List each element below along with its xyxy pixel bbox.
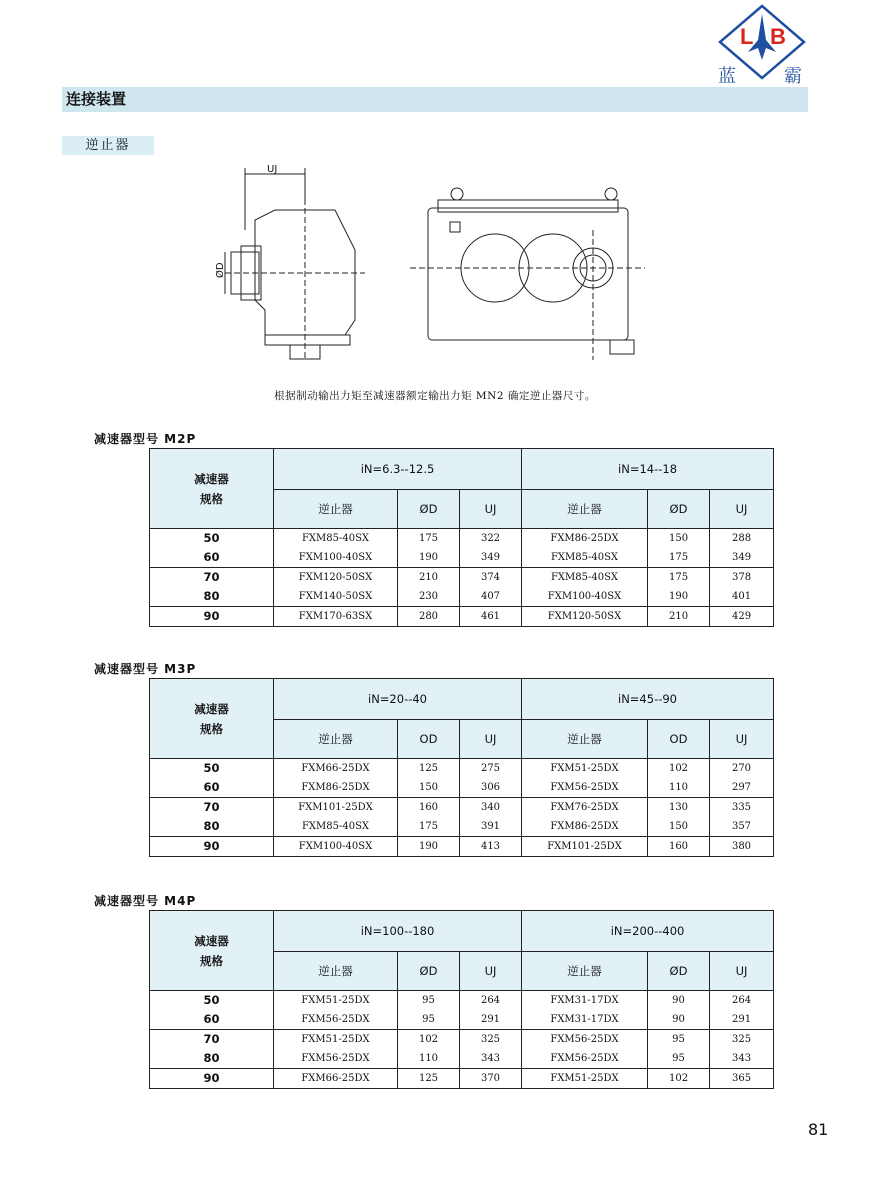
subsection-title: 逆止器 (85, 138, 131, 153)
col-backstop: 逆止器 (522, 720, 648, 759)
backstop-cell: FXM56-25DX (522, 1030, 648, 1050)
uj-cell: 380 (710, 837, 774, 857)
uj-cell: 343 (460, 1049, 522, 1069)
uj-cell: 357 (710, 817, 774, 837)
table-row (150, 568, 774, 588)
col-backstop: 逆止器 (522, 952, 648, 991)
uj-cell: 429 (710, 607, 774, 627)
d-cell: 102 (398, 1030, 460, 1050)
uj-cell: 264 (710, 991, 774, 1011)
size-cell: 90 (150, 1069, 274, 1089)
col-d: OD (648, 720, 710, 759)
d-cell: 150 (398, 778, 460, 798)
ratio-header-2: iN=200--400 (522, 911, 774, 952)
backstop-cell: FXM86-25DX (274, 778, 398, 798)
size-header: 减速器 规格 (150, 911, 274, 991)
table-row (150, 548, 774, 568)
spec-table-m4p (149, 910, 774, 1089)
size-cell: 60 (150, 1010, 274, 1030)
page-number: 81 (808, 1120, 829, 1139)
uj-cell: 407 (460, 587, 522, 607)
backstop-cell: FXM120-50SX (522, 607, 648, 627)
uj-cell: 335 (710, 798, 774, 818)
backstop-cell: FXM101-25DX (522, 837, 648, 857)
d-cell: 102 (648, 1069, 710, 1089)
uj-cell: 306 (460, 778, 522, 798)
d-cell: 90 (648, 1010, 710, 1030)
ratio-header-2: iN=14--18 (522, 449, 774, 490)
size-cell: 90 (150, 607, 274, 627)
table-row (150, 798, 774, 818)
size-cell: 70 (150, 568, 274, 588)
svg-text:B: B (770, 24, 786, 49)
table-row (150, 837, 774, 857)
col-uj: UJ (710, 720, 774, 759)
uj-cell: 325 (710, 1030, 774, 1050)
backstop-cell: FXM170-63SX (274, 607, 398, 627)
col-uj: UJ (710, 952, 774, 991)
d-cell: 125 (398, 1069, 460, 1089)
d-cell: 210 (398, 568, 460, 588)
backstop-cell: FXM56-25DX (522, 778, 648, 798)
size-cell: 50 (150, 759, 274, 779)
col-backstop: 逆止器 (274, 490, 398, 529)
ratio-header-1: iN=20--40 (274, 679, 522, 720)
drawing-od-label: ØD (215, 262, 226, 278)
d-cell: 210 (648, 607, 710, 627)
backstop-cell: FXM51-25DX (274, 1030, 398, 1050)
d-cell: 230 (398, 587, 460, 607)
col-d: ØD (398, 490, 460, 529)
uj-cell: 365 (710, 1069, 774, 1089)
table-row (150, 1069, 774, 1089)
col-backstop: 逆止器 (274, 720, 398, 759)
uj-cell: 391 (460, 817, 522, 837)
backstop-cell: FXM86-25DX (522, 529, 648, 549)
d-cell: 175 (398, 817, 460, 837)
table-row (150, 759, 774, 779)
table-row (150, 1030, 774, 1050)
d-cell: 95 (648, 1030, 710, 1050)
drawing-uj-label: UJ (267, 164, 278, 175)
backstop-cell: FXM31-17DX (522, 991, 648, 1011)
d-cell: 190 (398, 837, 460, 857)
backstop-cell: FXM140-50SX (274, 587, 398, 607)
table-row (150, 1049, 774, 1069)
backstop-cell: FXM100-40SX (274, 837, 398, 857)
header-title: 连接装置 (66, 90, 127, 108)
uj-cell: 340 (460, 798, 522, 818)
ratio-header-1: iN=100--180 (274, 911, 522, 952)
uj-cell: 322 (460, 529, 522, 549)
uj-cell: 288 (710, 529, 774, 549)
size-cell: 60 (150, 778, 274, 798)
uj-cell: 297 (710, 778, 774, 798)
backstop-cell: FXM120-50SX (274, 568, 398, 588)
d-cell: 175 (648, 568, 710, 588)
size-cell: 60 (150, 548, 274, 568)
d-cell: 175 (398, 529, 460, 549)
size-header: 减速器 规格 (150, 679, 274, 759)
table-row (150, 529, 774, 549)
col-uj: UJ (460, 490, 522, 529)
d-cell: 160 (398, 798, 460, 818)
uj-cell: 343 (710, 1049, 774, 1069)
col-uj: UJ (460, 952, 522, 991)
uj-cell: 401 (710, 587, 774, 607)
svg-text:L: L (740, 24, 754, 49)
backstop-cell: FXM85-40SX (274, 529, 398, 549)
d-cell: 280 (398, 607, 460, 627)
backstop-cell: FXM56-25DX (522, 1049, 648, 1069)
backstop-cell: FXM85-40SX (522, 548, 648, 568)
model-label-m3p: 减速器型号 M3P (94, 662, 197, 676)
uj-cell: 370 (460, 1069, 522, 1089)
uj-cell: 413 (460, 837, 522, 857)
uj-cell: 378 (710, 568, 774, 588)
backstop-cell: FXM100-40SX (522, 587, 648, 607)
d-cell: 125 (398, 759, 460, 779)
backstop-cell: FXM66-25DX (274, 759, 398, 779)
d-cell: 175 (648, 548, 710, 568)
backstop-cell: FXM56-25DX (274, 1010, 398, 1030)
col-d: ØD (398, 952, 460, 991)
size-cell: 80 (150, 817, 274, 837)
backstop-cell: FXM101-25DX (274, 798, 398, 818)
size-cell: 90 (150, 837, 274, 857)
uj-cell: 325 (460, 1030, 522, 1050)
d-cell: 190 (648, 587, 710, 607)
size-cell: 50 (150, 529, 274, 549)
col-uj: UJ (710, 490, 774, 529)
spec-table-m3p (149, 678, 774, 857)
d-cell: 95 (648, 1049, 710, 1069)
uj-cell: 291 (460, 1010, 522, 1030)
brand-logo (716, 4, 808, 86)
size-cell: 80 (150, 587, 274, 607)
size-cell: 50 (150, 991, 274, 1011)
d-cell: 110 (648, 778, 710, 798)
col-backstop: 逆止器 (522, 490, 648, 529)
uj-cell: 349 (710, 548, 774, 568)
table-row (150, 607, 774, 627)
size-cell: 80 (150, 1049, 274, 1069)
backstop-cell: FXM85-40SX (522, 568, 648, 588)
d-cell: 150 (648, 817, 710, 837)
d-cell: 160 (648, 837, 710, 857)
spec-table-m2p (149, 448, 774, 627)
size-cell: 70 (150, 798, 274, 818)
section-header-bar (62, 87, 808, 112)
col-uj: UJ (460, 720, 522, 759)
d-cell: 95 (398, 1010, 460, 1030)
size-cell: 70 (150, 1030, 274, 1050)
uj-cell: 291 (710, 1010, 774, 1030)
drawing-caption: 根据制动输出力矩至减速器额定输出力矩 MN2 确定逆止器尺寸。 (274, 390, 596, 402)
d-cell: 102 (648, 759, 710, 779)
d-cell: 130 (648, 798, 710, 818)
uj-cell: 374 (460, 568, 522, 588)
backstop-cell: FXM85-40SX (274, 817, 398, 837)
model-label-m4p: 减速器型号 M4P (94, 894, 197, 908)
backstop-cell: FXM51-25DX (522, 1069, 648, 1089)
d-cell: 110 (398, 1049, 460, 1069)
uj-cell: 275 (460, 759, 522, 779)
table-row (150, 1010, 774, 1030)
uj-cell: 264 (460, 991, 522, 1011)
size-header: 减速器 规格 (150, 449, 274, 529)
model-label-m2p: 减速器型号 M2P (94, 432, 197, 446)
brand-name-left: 蓝 (718, 66, 736, 86)
col-d: OD (398, 720, 460, 759)
col-backstop: 逆止器 (274, 952, 398, 991)
d-cell: 90 (648, 991, 710, 1011)
d-cell: 95 (398, 991, 460, 1011)
backstop-cell: FXM56-25DX (274, 1049, 398, 1069)
table-row (150, 817, 774, 837)
table-row (150, 778, 774, 798)
backstop-cell: FXM31-17DX (522, 1010, 648, 1030)
col-d: ØD (648, 490, 710, 529)
uj-cell: 349 (460, 548, 522, 568)
table-row (150, 991, 774, 1011)
ratio-header-1: iN=6.3--12.5 (274, 449, 522, 490)
backstop-cell: FXM86-25DX (522, 817, 648, 837)
backstop-cell: FXM51-25DX (274, 991, 398, 1011)
ratio-header-2: iN=45--90 (522, 679, 774, 720)
subsection-tab (62, 136, 154, 155)
backstop-cell: FXM51-25DX (522, 759, 648, 779)
col-d: ØD (648, 952, 710, 991)
table-row (150, 587, 774, 607)
d-cell: 190 (398, 548, 460, 568)
backstop-cell: FXM100-40SX (274, 548, 398, 568)
backstop-cell: FXM66-25DX (274, 1069, 398, 1089)
d-cell: 150 (648, 529, 710, 549)
uj-cell: 270 (710, 759, 774, 779)
backstop-cell: FXM76-25DX (522, 798, 648, 818)
brand-name-right: 霸 (784, 66, 802, 86)
technical-drawing (195, 160, 665, 380)
uj-cell: 461 (460, 607, 522, 627)
